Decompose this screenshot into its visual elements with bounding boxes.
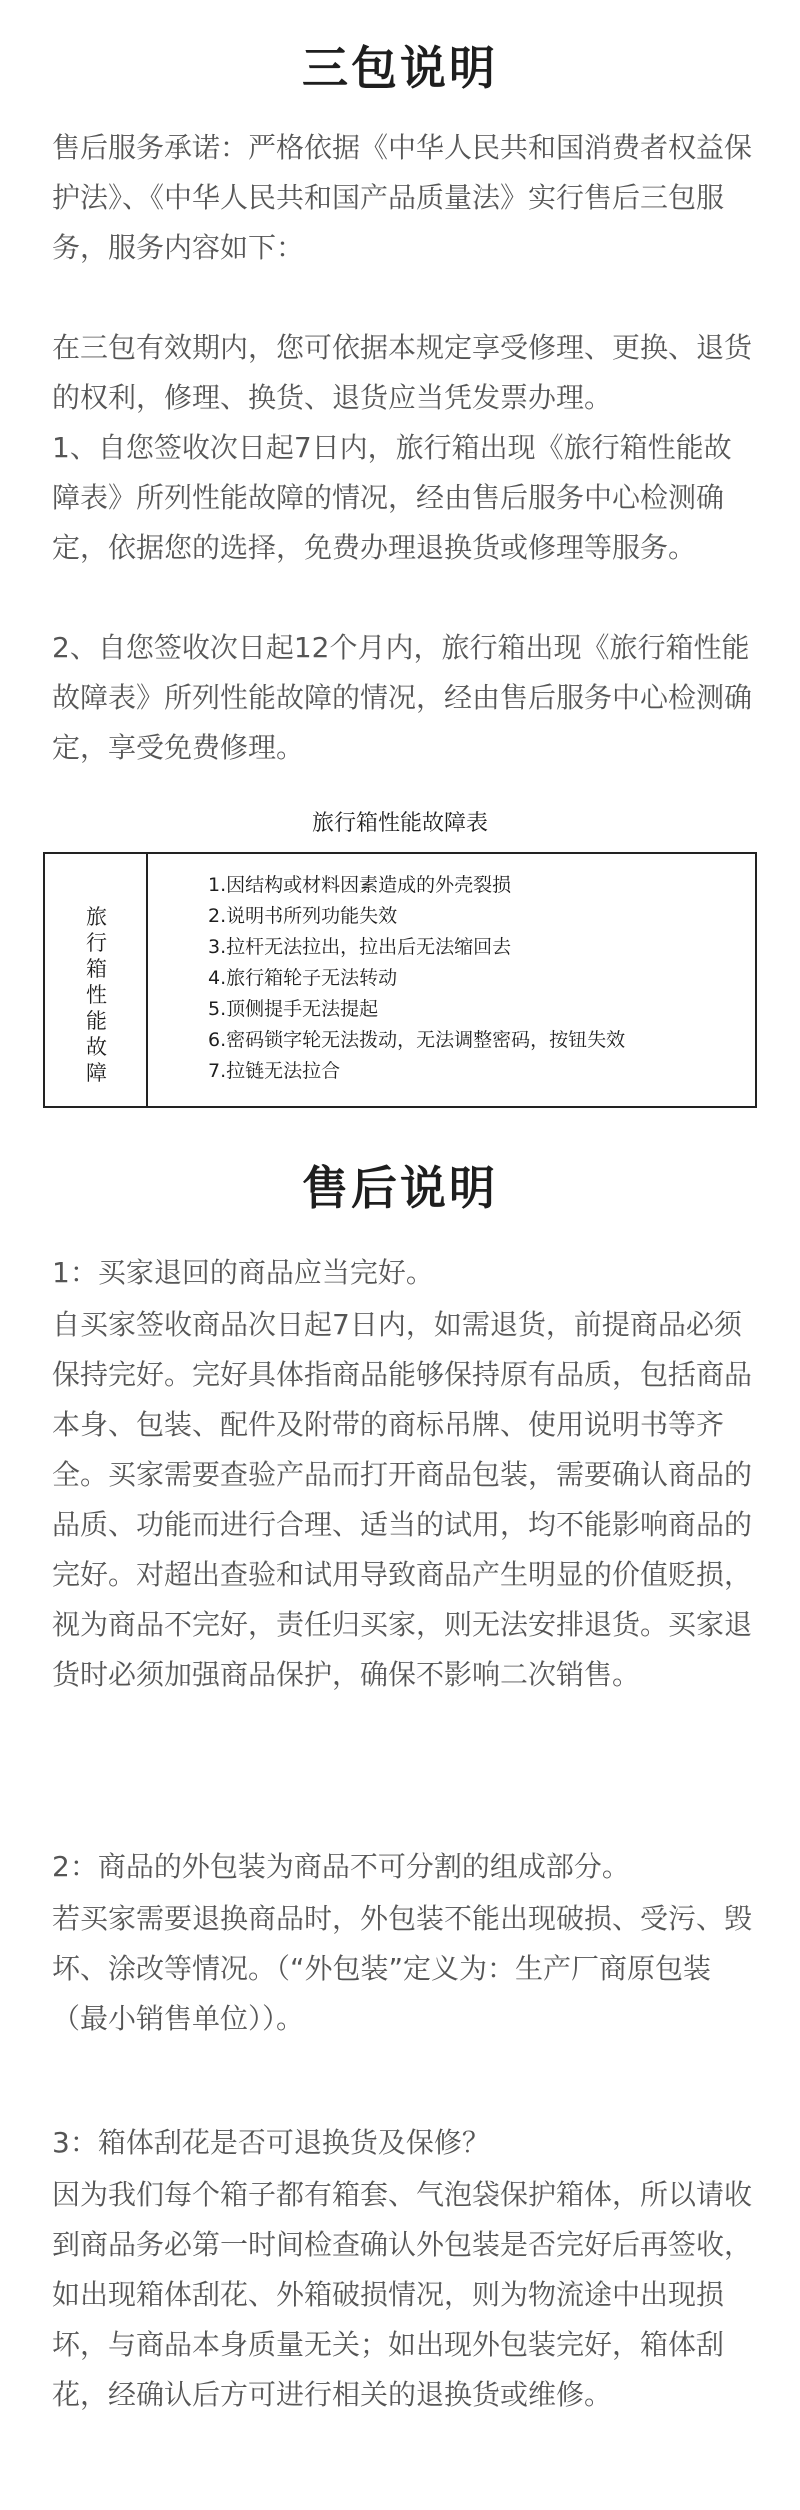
fault-item: 6.密码锁字轮无法拨动，无法调整密码，按钮失效	[208, 1029, 626, 1051]
warranty-rights-paragraph: 在三包有效期内，您可依据本规定享受修理、更换、退货的权利，修理、换货、退货应当凭发票办理。	[52, 331, 753, 414]
fault-item: 7.拉链无法拉合	[208, 1060, 341, 1082]
fault-item: 3.拉杆无法拉出，拉出后无法缩回去	[208, 936, 512, 958]
fault-table-row-label: 旅 行 箱 性 能 故 障	[86, 905, 107, 1085]
service-promise-paragraph: 售后服务承诺：严格依据《中华人民共和国消费者权益保护法》、《中华人民共和国产品质量法》实行售后三包服务，服务内容如下：	[52, 131, 753, 264]
seven-day-clause-paragraph: 1、自您签收次日起7日内，旅行箱出现《旅行箱性能故障表》所列性能故障的情况，经由售后服务中心检测确定，依据您的选择，免费办理退换货或修理等服务。	[52, 431, 732, 564]
after-sales-heading-3: 3：箱体刮花是否可退换货及保修？	[52, 2126, 490, 2159]
fault-item: 1.因结构或材料因素造成的外壳裂损	[208, 874, 512, 896]
after-sales-body-3: 因为我们每个箱子都有箱套、气泡袋保护箱体，所以请收到商品务必第一时间检查确认外包装是否完好后再签收，如出现箱体刮花、外箱破损情况，则为物流途中出现损坏，与商品本身质量无关；如出现外包装完好，箱体刮花，经确认后方可进行相关的退换货或维修。	[52, 2178, 753, 2411]
fault-table-label-cell	[45, 854, 148, 1106]
section-title-after-sales: 售后说明	[302, 1161, 498, 1215]
section-title-warranty: 三包说明	[302, 41, 498, 95]
after-sales-heading-2: 2：商品的外包装为商品不可分割的组成部分。	[52, 1850, 630, 1883]
after-sales-body-2: 若买家需要退换商品时，外包装不能出现破损、受污、毁坏、涂改等情况。（“外包装”定义为：生产厂商原包装（最小销售单位））。	[52, 1902, 753, 2035]
fault-item: 2.说明书所列功能失效	[208, 905, 398, 927]
fault-table	[43, 852, 757, 1108]
after-sales-heading-1: 1：买家退回的商品应当完好。	[52, 1256, 434, 1289]
fault-item: 4.旅行箱轮子无法转动	[208, 967, 398, 989]
fault-table-item-list	[208, 870, 625, 1087]
fault-table-caption: 旅行箱性能故障表	[311, 811, 488, 836]
fault-item: 5.顶侧提手无法提起	[208, 998, 379, 1020]
twelve-month-clause-paragraph: 2、自您签收次日起12个月内，旅行箱出现《旅行箱性能故障表》所列性能故障的情况，经由售后服务中心检测确定，享受免费修理。	[52, 631, 753, 764]
after-sales-body-1: 自买家签收商品次日起7日内，如需退货，前提商品必须保持完好。完好具体指商品能够保持原有品质，包括商品本身、包装、配件及附带的商标吊牌、使用说明书等齐全。买家需要查验产品而打开商品包装，需要确认商品的品质、功能而进行合理、适当的试用，均不能影响商品的完好。对超出查验和试用导致商品产生明显的价值贬损，视为商品不完好，责任归买家，则无法安排退货。买家退货时必须加强商品保护，确保不影响二次销售。	[52, 1308, 753, 1691]
